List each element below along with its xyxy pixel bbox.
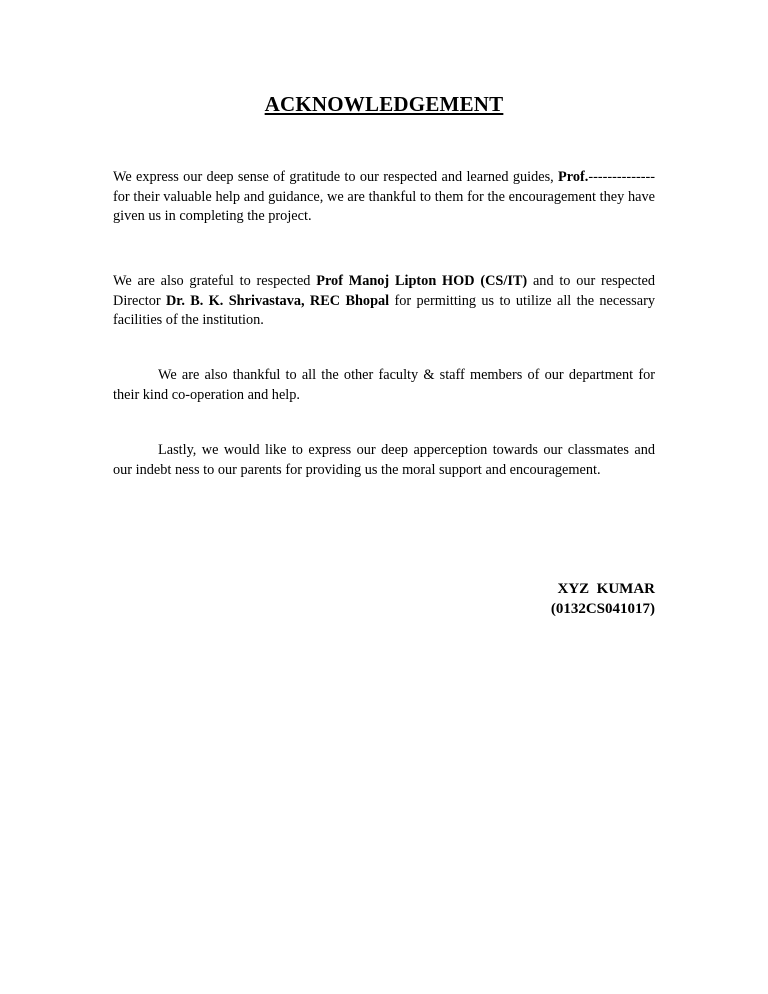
paragraph-thanks-faculty: We are also thankful to all the other faculty & staff members of our department for their kind co-operation and help.: [113, 367, 655, 403]
signature-roll-number: (0132CS041017): [550, 601, 655, 617]
paragraph-gratitude-hod-director: [113, 272, 655, 331]
director-name: Dr. B. K. Shrivastava, REC Bhopal: [165, 292, 390, 309]
bold-text: Prof.: [558, 169, 589, 185]
paragraph-text: for permitting us to utilize all the necessary facilities of the institution.: [113, 292, 655, 328]
signature-name: XYZ KUMAR: [557, 581, 655, 597]
paragraph-text: and to our respected Director: [113, 273, 655, 309]
page-title: ACKNOWLEDGEMENT: [264, 92, 504, 116]
paragraph-thanks-classmates-parents: Lastly, we would like to express our deep apperception towards our classmates and our indebt ness to our parents for providing us the moral support and encouragement.: [113, 442, 655, 478]
paragraph-text: We are also grateful to respected: [113, 273, 317, 289]
paragraph-text: We express our deep sense of gratitude to our respected and learned guides,: [113, 169, 559, 185]
paragraph-text: -------------- for their valuable help and guidance, we are thankful to them for the encouragement they have given us in completing the project.: [113, 169, 655, 224]
paragraph-gratitude-guides: [113, 168, 655, 227]
hod-name: Prof Manoj Lipton HOD (CS/IT): [316, 273, 528, 289]
